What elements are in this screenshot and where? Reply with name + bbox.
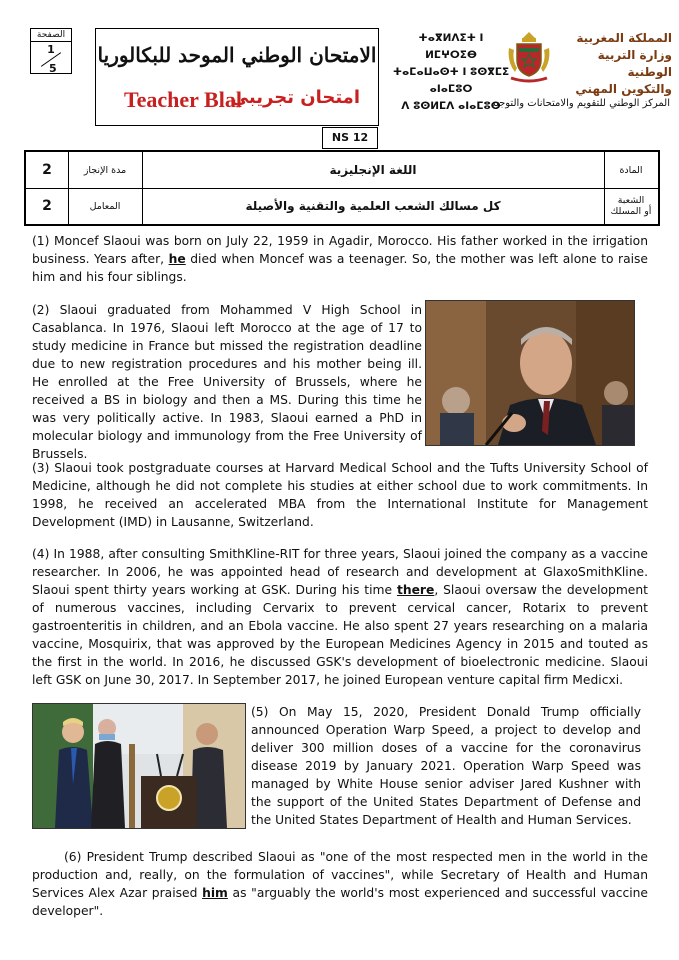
underlined-word: he xyxy=(168,252,186,266)
text-run: , Slaoui oversaw the development of numerous vaccines, including Cervarix to prevent cervical cancer, Rotarix to prevent gastroenteritis in children, and an Ebola vaccine. He also spent 27 years researching on a malaria vaccine, Mosquirix, that was approved by the European Medicines Agency in 2015 and touted as the first in the world. In 2016, he discussed GSK's development of bioelectronic medicine. Slaoui left GSK on June 30, 2017. In September 2017, he joined European venture capital firm Medicxi. xyxy=(32,583,648,687)
underlined-word: him xyxy=(202,886,228,900)
page-label: الصفحة xyxy=(31,29,71,42)
exam-title: الامتحان الوطني الموحد للبكالوريا xyxy=(97,43,377,67)
slaoui-photo xyxy=(425,300,635,446)
kingdom-line: وزارة التربية الوطنية xyxy=(597,48,672,79)
text-run: as "arguably the world's most experienced and successful vaccine developer". xyxy=(32,886,648,918)
kingdom-line: والتكوين المهني xyxy=(575,82,672,96)
stream-label xyxy=(604,188,658,224)
paragraph-2: (2) Slaoui graduated from Mohammed V High School in Casablanca. In 1976, Slaoui left Morocco at the age of 17 to study medicine in France but missed the registration deadline due to new registration procedures and his mother being ill. He enrolled at the Free University of Brussels, where he received a BS in biology and then a MS. During this time he was very politically active. In 1983, Slaoui earned a PhD in molecular biology and immunology from the Free University of Brussels. xyxy=(32,303,422,461)
info-row-duration xyxy=(26,152,658,189)
info-row-coefficient xyxy=(26,188,658,224)
text-run: died when Moncef was a teenager. So, the mother was left alone to raise him and his four siblings. xyxy=(32,252,648,284)
underlined-word: there xyxy=(396,583,435,597)
page-total: 5 xyxy=(49,62,57,75)
center-name: المركز الوطني للتقويم والامتحانات والتوجيه xyxy=(490,98,670,109)
tifinagh-line: ⴷ ⵓⵙⵍⵎⴷ ⴰⵏⴰⵎⵓⵔ xyxy=(401,100,501,112)
tifinagh-line: ⵜⴰⴳⵍⴷⵉⵜ ⵏ ⵍⵎⵖⵔⵉⴱ xyxy=(418,32,484,61)
paragraph-4 xyxy=(32,545,648,689)
exam-code: NS 12 xyxy=(322,127,378,149)
duration-value: 2 xyxy=(26,152,69,188)
press-conference-photo xyxy=(32,703,246,829)
page-current: 1 xyxy=(47,43,55,56)
paragraph-5: (5) On May 15, 2020, President Donald Trump officially announced Operation Warp Speed, a project to develop and deliver 300 million doses of a vaccine for the coronavirus disease 2019 by January 2021. Operation Warp Speed was managed by White House senior adviser Jared Kushner with the support of the United States Department of Defense and the United States Department of Health and Human Services. xyxy=(251,705,641,827)
stream-label-line: أو المسلك xyxy=(610,206,652,217)
kingdom-title xyxy=(560,30,672,98)
coefficient-value: 2 xyxy=(26,188,69,224)
paragraph-3: (3) Slaoui took postgraduate courses at Harvard Medical School and the Tufts University School of Medicine, although he did not complete his studies at either school due to work commitments. In 1998, he received an accelerated MBA from the International Institute for Management Development (IMD) in Lausanne, Switzerland. xyxy=(32,461,648,529)
exam-title-box xyxy=(95,28,379,126)
subject-name: اللغة الإنجليزية xyxy=(142,152,605,188)
duration-label: مدة الإنجاز xyxy=(68,152,143,188)
text-run: (4) In 1988, after consulting SmithKline-RIT for three years, Slaoui joined the company as a vaccine researcher. In 2006, he was appointed head of research and development at GlaxoSmithKline. Slaoui spent thirty years working at GSK. During his time xyxy=(32,547,648,597)
text-run: (6) President Trump described Slaoui as "one of the most respected men in the world in the production and, really, on the formulation of vaccines", while Secretary of Health and Human Services Alex Azar praised xyxy=(32,850,648,900)
kingdom-line: المملكة المغربية xyxy=(576,31,672,45)
stream-name: كل مسالك الشعب العلمية والتقنية والأصيلة xyxy=(142,188,605,224)
coefficient-label: المعامل xyxy=(68,188,143,224)
info-table xyxy=(24,150,660,226)
text-run: (1) Moncef Slaoui was born on July 22, 1959 in Agadir, Morocco. His father worked in the irrigation business. Years after, xyxy=(32,234,648,266)
teacher-name: Teacher Blal xyxy=(124,87,242,112)
mock-exam-label: امتحان تجريبي xyxy=(230,87,360,108)
tifinagh-line: ⵜⴰⵎⴰⵡⴰⵙⵜ ⵏ ⵓⵙⴳⵎⵉ ⴰⵏⴰⵎⵓⵔ xyxy=(392,66,510,95)
page-number-box xyxy=(30,28,72,74)
subject-label: المادة xyxy=(619,164,643,176)
paragraph-1 xyxy=(32,232,648,286)
paragraph-6 xyxy=(32,848,648,920)
coat-of-arms-icon xyxy=(503,28,555,84)
stream-label-line: الشعبة xyxy=(617,195,645,206)
